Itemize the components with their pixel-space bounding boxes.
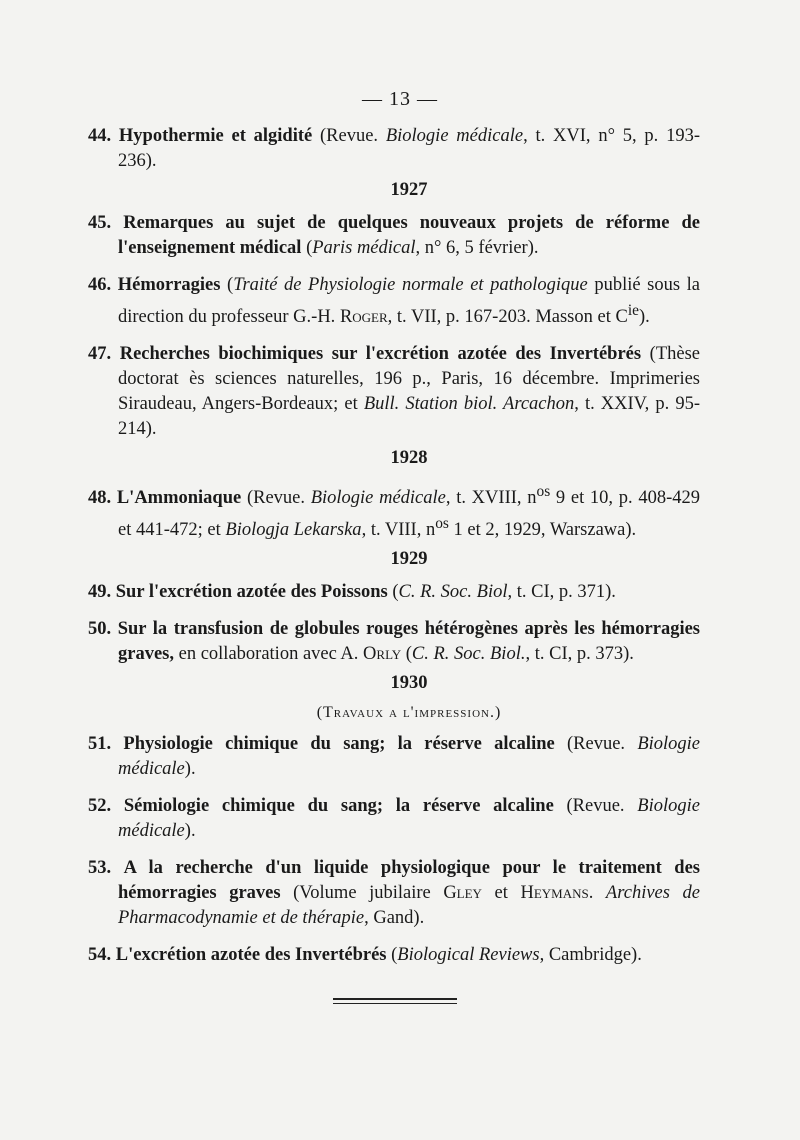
list-item: 48. L'Ammoniaque (Revue. Biologie médicale, t. XVIII, $n^{os}$ 9 et 10, p. 408-429 et 441-472; et Biologja Lekarska, t. VIII, $n^{os}$ 1 et 2, 1929, Warszawa).: [88, 483, 700, 541]
list-item: 45. Remarques au sujet de quelques nouveaux projets de réforme de l'enseignement médical (Paris médical, n° 6, 5 février).: [88, 213, 700, 258]
year-heading: 1929: [390, 549, 428, 570]
end-rule: [333, 998, 457, 1004]
list-item: 53. A la recherche d'un liquide physiologique pour le traitement des hémorragies graves (Volume jubilaire Gley et Heymans. Archives de Pharmacodynamie et de thérapie, Gand).: [88, 858, 700, 929]
list-item: 54. L'excrétion azotée des Invertébrés (Biological Reviews, Cambridge).: [88, 945, 642, 966]
list-item: 52. Sémiologie chimique du sang; la réserve alcaline (Revue. Biologie médicale).: [88, 796, 700, 842]
section-subheading: (Travaux a l'impression.): [316, 704, 502, 722]
year-heading: 1927: [390, 180, 428, 200]
list-item: 50. Sur la transfusion de globules rouges hétérogènes après les hémorragies graves, en collaboration avec A. Orly (C. R. Soc. Biol., t. CI, p. 373).: [88, 619, 700, 665]
year-heading: 1928: [390, 448, 428, 469]
list-item: 49. Sur l'excrétion azotée des Poissons (C. R. Soc. Biol, t. CI, p. 371).: [88, 582, 616, 603]
list-item: 51. Physiologie chimique du sang; la réserve alcaline (Revue. Biologie médicale).: [88, 734, 701, 780]
list-item: 44. Hypothermie et algidité (Revue. Biologie médicale, t. XVI, n° 5, p. 193-236).: [88, 126, 700, 171]
bibliography-list: [88, 124, 700, 980]
list-item: 46. Hémorragies (Traité de Physiologie normale et pathologique publié sous la direction du professeur G.-H. Roger, t. VII, p. 167-203. Masson et $C^{ie}$).: [88, 275, 701, 328]
list-item: 47. Recherches biochimiques sur l'excrétion azotée des Invertébrés (Thèse doctorat ès sciences naturelles, 196 p., Paris, 16 décembre. Imprimeries Siraudeau, Angers-Bordeaux; et Bull. Station biol. Arcachon, t. XXIV, p. 95-214).: [88, 344, 700, 440]
page-number: — 13 —: [362, 88, 438, 110]
year-heading: 1930: [390, 673, 428, 694]
